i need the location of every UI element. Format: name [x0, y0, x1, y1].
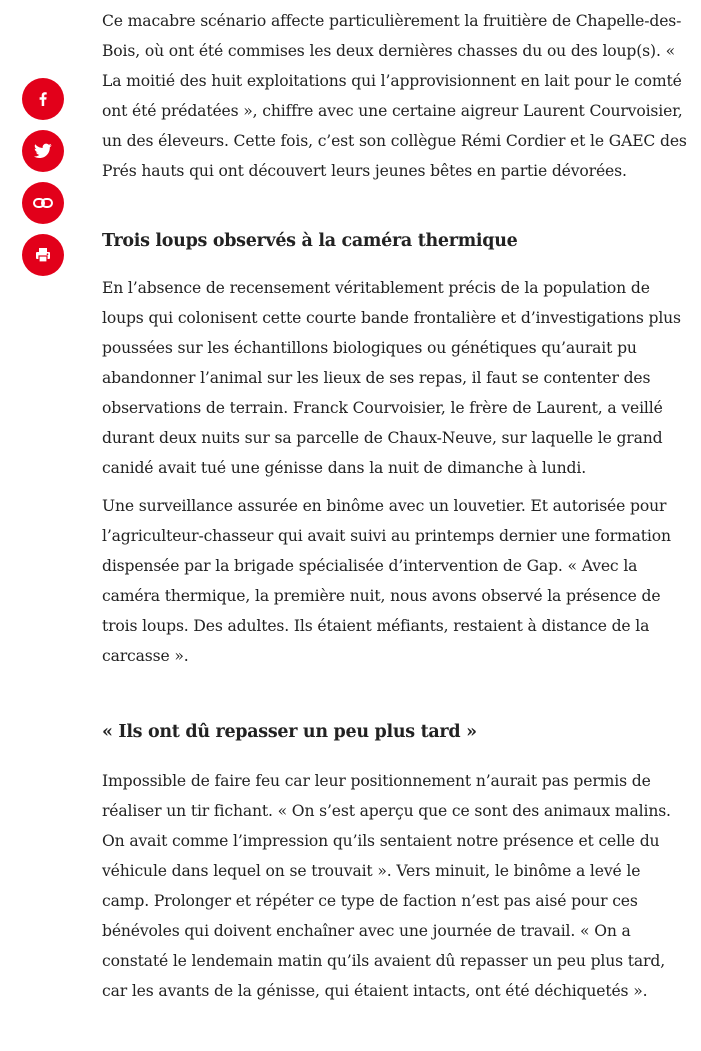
- facebook-icon: [35, 91, 51, 107]
- print-icon: [34, 246, 52, 264]
- article-paragraph: Une surveillance assurée en binôme avec un louvetier. Et autorisée pour l’agriculteur-chasseur qui avait suivi au printemps dernier une formation dispensée par la brigade spécialisée d’intervention de Gap. « Avec la caméra thermique, la première nuit, nous avons observé la présence de trois loups. Des adultes. Ils étaient méfiants, restaient à distance de la carcasse ».: [102, 497, 671, 665]
- section-heading: Trois loups observés à la caméra thermique: [102, 231, 518, 251]
- share-bar: [22, 78, 64, 286]
- article-paragraph: En l’absence de recensement véritablement précis de la population de loups qui colonisent cette courte bande frontalière et d’investigations plus poussées sur les échantillons biologiques ou génétiques qu’aurait pu abandonner l’animal sur les lieux de ses repas, il faut se contenter des observations de terrain. Franck Courvoisier, le frère de Laurent, a veillé durant deux nuits sur sa parcelle de Chaux-Neuve, sur laquelle le grand canidé avait tué une génisse dans la nuit de dimanche à lundi.: [102, 279, 681, 477]
- link-icon: [33, 197, 53, 209]
- article-paragraph: Impossible de faire feu car leur positionnement n’aurait pas permis de réaliser un tir fichant. « On s’est aperçu que ce sont des animaux malins. On avait comme l’impression qu’ils sentaient notre présence et celle du véhicule dans lequel on se trouvait ». Vers minuit, le binôme a levé le camp. Prolonger et répéter ce type de faction n’est pas aisé pour ces bénévoles qui doivent enchaîner avec une journée de travail. « On a constaté le lendemain matin qu’ils avaient dû repasser un peu plus tard, car les avants de la génisse, qui étaient intacts, ont été déchiquetés ».: [102, 772, 671, 1000]
- twitter-icon: [34, 143, 52, 159]
- facebook-share-button[interactable]: [22, 78, 64, 120]
- article-body: [102, 6, 692, 1006]
- print-button[interactable]: [22, 234, 64, 276]
- copy-link-button[interactable]: [22, 182, 64, 224]
- section-heading: « Ils ont dû repasser un peu plus tard »: [102, 722, 477, 742]
- twitter-share-button[interactable]: [22, 130, 64, 172]
- article-paragraph: Ce macabre scénario affecte particulièrement la fruitière de Chapelle-des-Bois, où ont été commises les deux dernières chasses du ou des loup(s). « La moitié des huit exploitations qui l’approvisionnent en lait pour le comté ont été prédatées », chiffre avec une certaine aigreur Laurent Courvoisier, un des éleveurs. Cette fois, c’est son collègue Rémi Cordier et le GAEC des Prés hauts qui ont découvert leurs jeunes bêtes en partie dévorées.: [102, 12, 687, 180]
